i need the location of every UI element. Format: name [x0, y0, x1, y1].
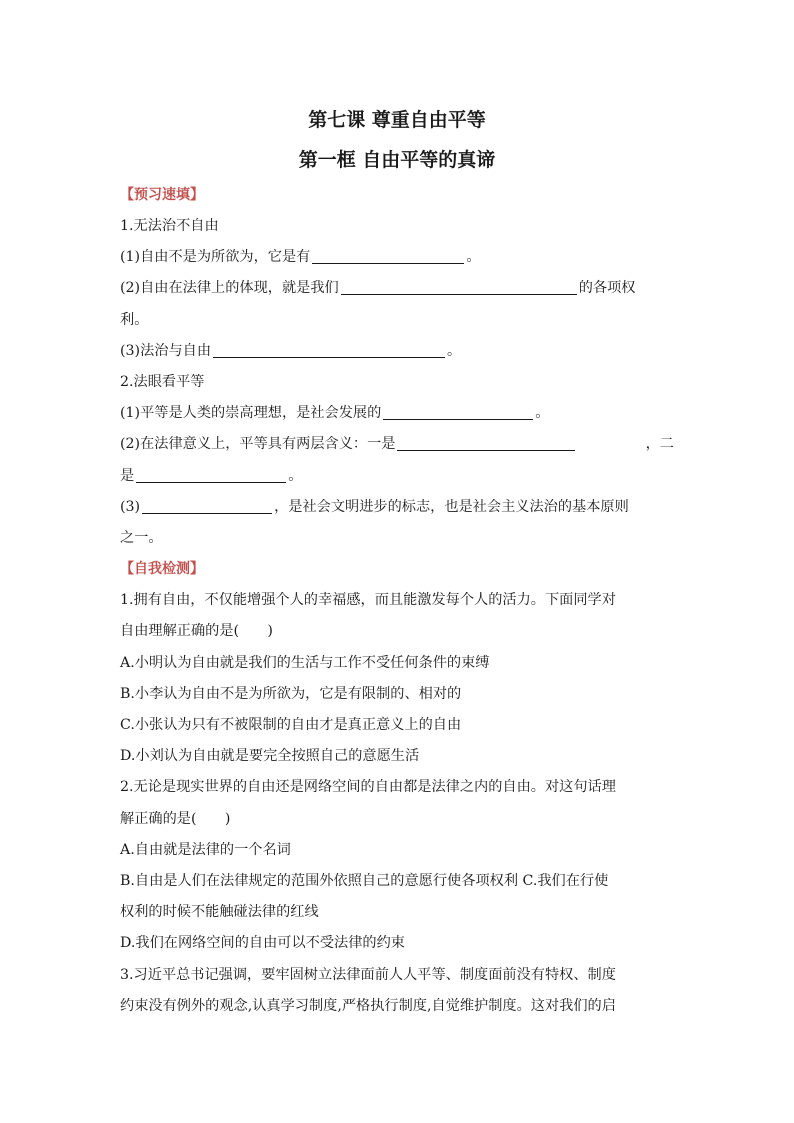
preview-item2-q3	[120, 492, 674, 523]
question-text: 。	[466, 249, 481, 266]
check-q2-stem-line2: 解正确的是( )	[120, 810, 231, 827]
question-text: 是	[120, 467, 135, 484]
check-q1-stem-line1: 1.拥有自由，不仅能增强个人的幸福感，而且能激发每个人的活力。下面同学对	[120, 592, 616, 609]
check-q1-option-d[interactable]: D.小刘认为自由就是要完全按照自己的意愿生活	[120, 748, 420, 765]
question-text: (1)平等是人类的崇高理想，是社会发展的	[120, 405, 382, 422]
question-text: (1)自由不是为所欲为，它是有	[120, 249, 311, 266]
preview-section-header: 【预习速填】	[120, 187, 204, 203]
check-q3-stem-line2: 约束没有例外的观念,认真学习制度,严格执行制度,自觉维护制度。这对我们的启	[120, 997, 616, 1014]
lesson-title: 第七课 尊重自由平等	[308, 109, 486, 131]
check-q1-option-a[interactable]: A.小明认为自由就是我们的生活与工作不受任何条件的束缚	[120, 654, 490, 671]
check-q1-stem-line2: 自由理解正确的是( )	[120, 623, 273, 640]
check-section-header: 【自我检测】	[120, 561, 204, 578]
check-q2-option-d[interactable]: D.我们在网络空间的自由可以不受法律的约束	[120, 935, 405, 952]
fill-in-blank[interactable]	[213, 341, 445, 358]
fill-in-blank[interactable]	[312, 247, 464, 264]
check-q1-option-b[interactable]: B.小李认为自由不是为所欲为，它是有限制的、相对的	[120, 685, 462, 702]
preview-item2-q2-cont	[120, 461, 674, 492]
preview-item2-heading: 2.法眼看平等	[120, 374, 205, 391]
preview-item1-q1	[120, 242, 674, 273]
preview-item1-heading: 1.无法治不自由	[120, 218, 219, 234]
fill-in-blank[interactable]	[383, 403, 533, 420]
question-text: (3)法治与自由	[120, 342, 212, 359]
fill-in-blank[interactable]	[136, 466, 286, 483]
question-text: (2)在法律意义上，平等具有两层含义：一是	[120, 436, 396, 453]
preview-item1-q2-cont: 利。	[120, 311, 149, 328]
question-text: (2)自由在法律上的体现，就是我们	[120, 280, 339, 297]
question-text: 的各项权	[578, 280, 636, 297]
fill-in-blank[interactable]	[142, 497, 272, 514]
question-text: 。	[447, 342, 462, 359]
question-text: ，是社会文明进步的标志，也是社会主义法治的基本原则	[274, 498, 629, 515]
fill-in-blank[interactable]	[397, 434, 575, 451]
question-text: 。	[288, 467, 303, 484]
check-q2-option-a[interactable]: A.自由就是法律的一个名词	[120, 841, 291, 858]
preview-item1-q2	[120, 273, 674, 304]
check-q2-stem-line1: 2.无论是现实世界的自由还是网络空间的自由都是法律之内的自由。对这句话理	[120, 779, 616, 796]
question-text: ，二	[645, 436, 674, 453]
check-q1-option-c[interactable]: C.小张认为只有不被限制的自由才是真正意义上的自由	[120, 717, 462, 734]
preview-item2-q1	[120, 398, 674, 429]
fill-in-blank[interactable]	[341, 278, 577, 295]
check-q3-stem-line1: 3.习近平总书记强调，要牢固树立法律面前人人平等、制度面前没有特权、制度	[120, 966, 616, 983]
preview-item1-q3	[120, 336, 674, 367]
preview-item2-q3-cont: 之一。	[120, 530, 163, 547]
section-subtitle: 第一框 自由平等的真谛	[298, 149, 496, 171]
question-text: (3)	[120, 498, 141, 515]
check-q2-option-bc-line2[interactable]: 权利的时候不能触碰法律的红线	[120, 904, 319, 921]
preview-item2-q2	[120, 429, 674, 460]
question-text: 。	[535, 405, 550, 422]
check-q2-option-bc-line1[interactable]: B.自由是人们在法律规定的范围外依照自己的意愿行使各项权利 C.我们在行使	[120, 873, 609, 890]
